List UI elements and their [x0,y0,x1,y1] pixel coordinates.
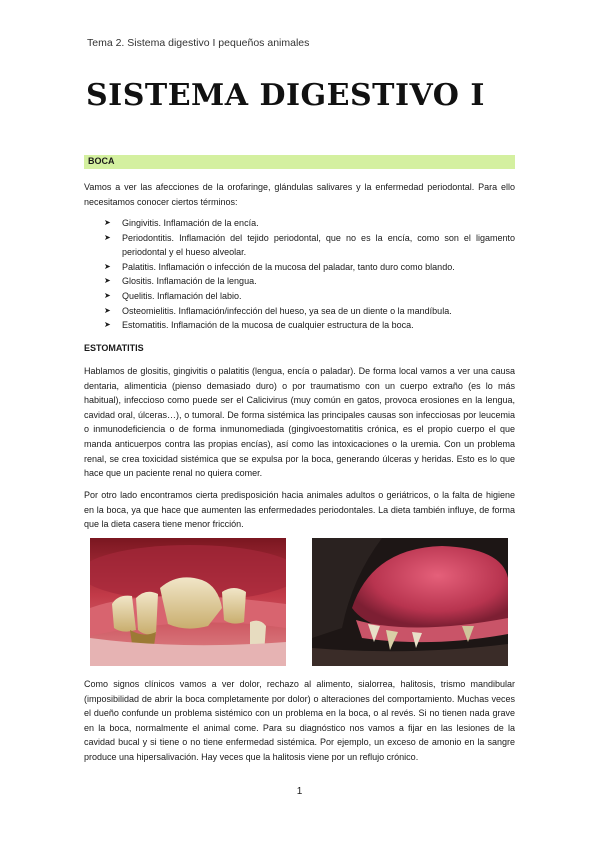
arrow-bullet-icon: ➤ [104,232,111,242]
term-text: Palatitis. Inflamación o infección de la mucosa del paladar, tanto duro como blando. [122,261,455,272]
arrow-bullet-icon: ➤ [104,305,111,315]
arrow-bullet-icon: ➤ [104,276,111,286]
photo-teeth-gingivitis [90,538,286,666]
tongue-photo-illustration [312,538,508,666]
arrow-bullet-icon: ➤ [104,290,111,300]
list-item [104,260,515,275]
section-heading-bar [84,155,515,169]
arrow-bullet-icon: ➤ [104,218,111,227]
term-text: Osteomielitis. Inflamación/infección del hueso, ya sea de un diente o la mandíbula. [122,305,452,316]
list-item [104,289,515,304]
term-text: Glositis. Inflamación de la lengua. [122,276,257,287]
term-text: Periodontitis. Inflamación del tejido periodontal, que no es la encía, como son el ligamento periodontal y el hueso alveolar. [122,232,515,258]
document-title: SISTEMA DIGESTIVO I [86,78,485,113]
section-heading: BOCA [88,156,115,166]
photo-tongue-stomatitis [312,538,508,666]
terms-list [104,216,515,333]
teeth-photo-illustration [90,538,286,666]
paragraph-causes: Hablamos de glositis, gingivitis o palatitis (lengua, encía o paladar). De forma local vamos a ver una causa dentaria, alimenticia (pienso demasiado duro) o por traumatismo con un cuerpo extraño (es lo más habitual), infeccioso como puede ser el Calicivirus (muy común en gatos, provoca erosiones en la lengua, cavidad oral, úlceras…), o tumoral. De forma sistémica las principales causas son infecciosas por leucemia o inmunodeficiencia o de forma inmunomediada (gingivoestomatitis crónica, es el propio cuerpo el que manda anticuerpos contra las propias encías), así como las intoxicaciones o la uremia. Con un problema renal, se crea toxicidad sistémica que se expulsa por la boca, generando úlceras y heridas. Esto es lo que hace que un paciente renal no quiera comer. [84,366,515,479]
list-item [104,231,515,260]
page-number: 1 [296,786,303,797]
intro-paragraph: Vamos a ver las afecciones de la orofaringe, glándulas salivares y la enfermedad periodontal. Para ello necesitamos conocer ciertos términos: [84,182,515,207]
term-text: Gingivitis. Inflamación de la encía. [122,218,259,228]
paragraph-clinical-signs: Como signos clínicos vamos a ver dolor, rechazo al alimento, sialorrea, halitosis, trismo mandibular (imposibilidad de abrir la boca completamente por dolor) o alteraciones del comportamiento. Muchas veces el dueño confunde un problema sistémico con un problema en la boca, o al revés. Si no tienen nada grave en la boca, normalmente el animal come. Para su diagnóstico nos vamos a fijar en las lesiones de la cavidad bucal y si tiene o no tiene enfermedad sistémica. Por ejemplo, un exceso de amonio en la sangre produce una hipersalivación. Hay veces que la halitosis viene por un reflujo crónico. [84,679,515,762]
list-item [104,216,515,231]
running-header: Tema 2. Sistema digestivo I pequeños animales [87,37,310,49]
subheading-estomatitis: ESTOMATITIS [84,343,144,353]
arrow-bullet-icon: ➤ [104,320,111,330]
list-item [104,274,515,289]
list-item [104,304,515,319]
list-item [104,318,515,333]
arrow-bullet-icon: ➤ [104,261,111,271]
paragraph-predisposition: Por otro lado encontramos cierta predisposición hacia animales adultos o geriátricos, o la falta de higiene en la boca, ya que hace que aumenten las enfermedades periodontales. La dieta también influye, de forma que la dieta casera tiene menor fricción. [84,490,515,530]
term-text: Quelitis. Inflamación del labio. [122,290,242,301]
term-text: Estomatitis. Inflamación de la mucosa de cualquier estructura de la boca. [122,320,414,331]
